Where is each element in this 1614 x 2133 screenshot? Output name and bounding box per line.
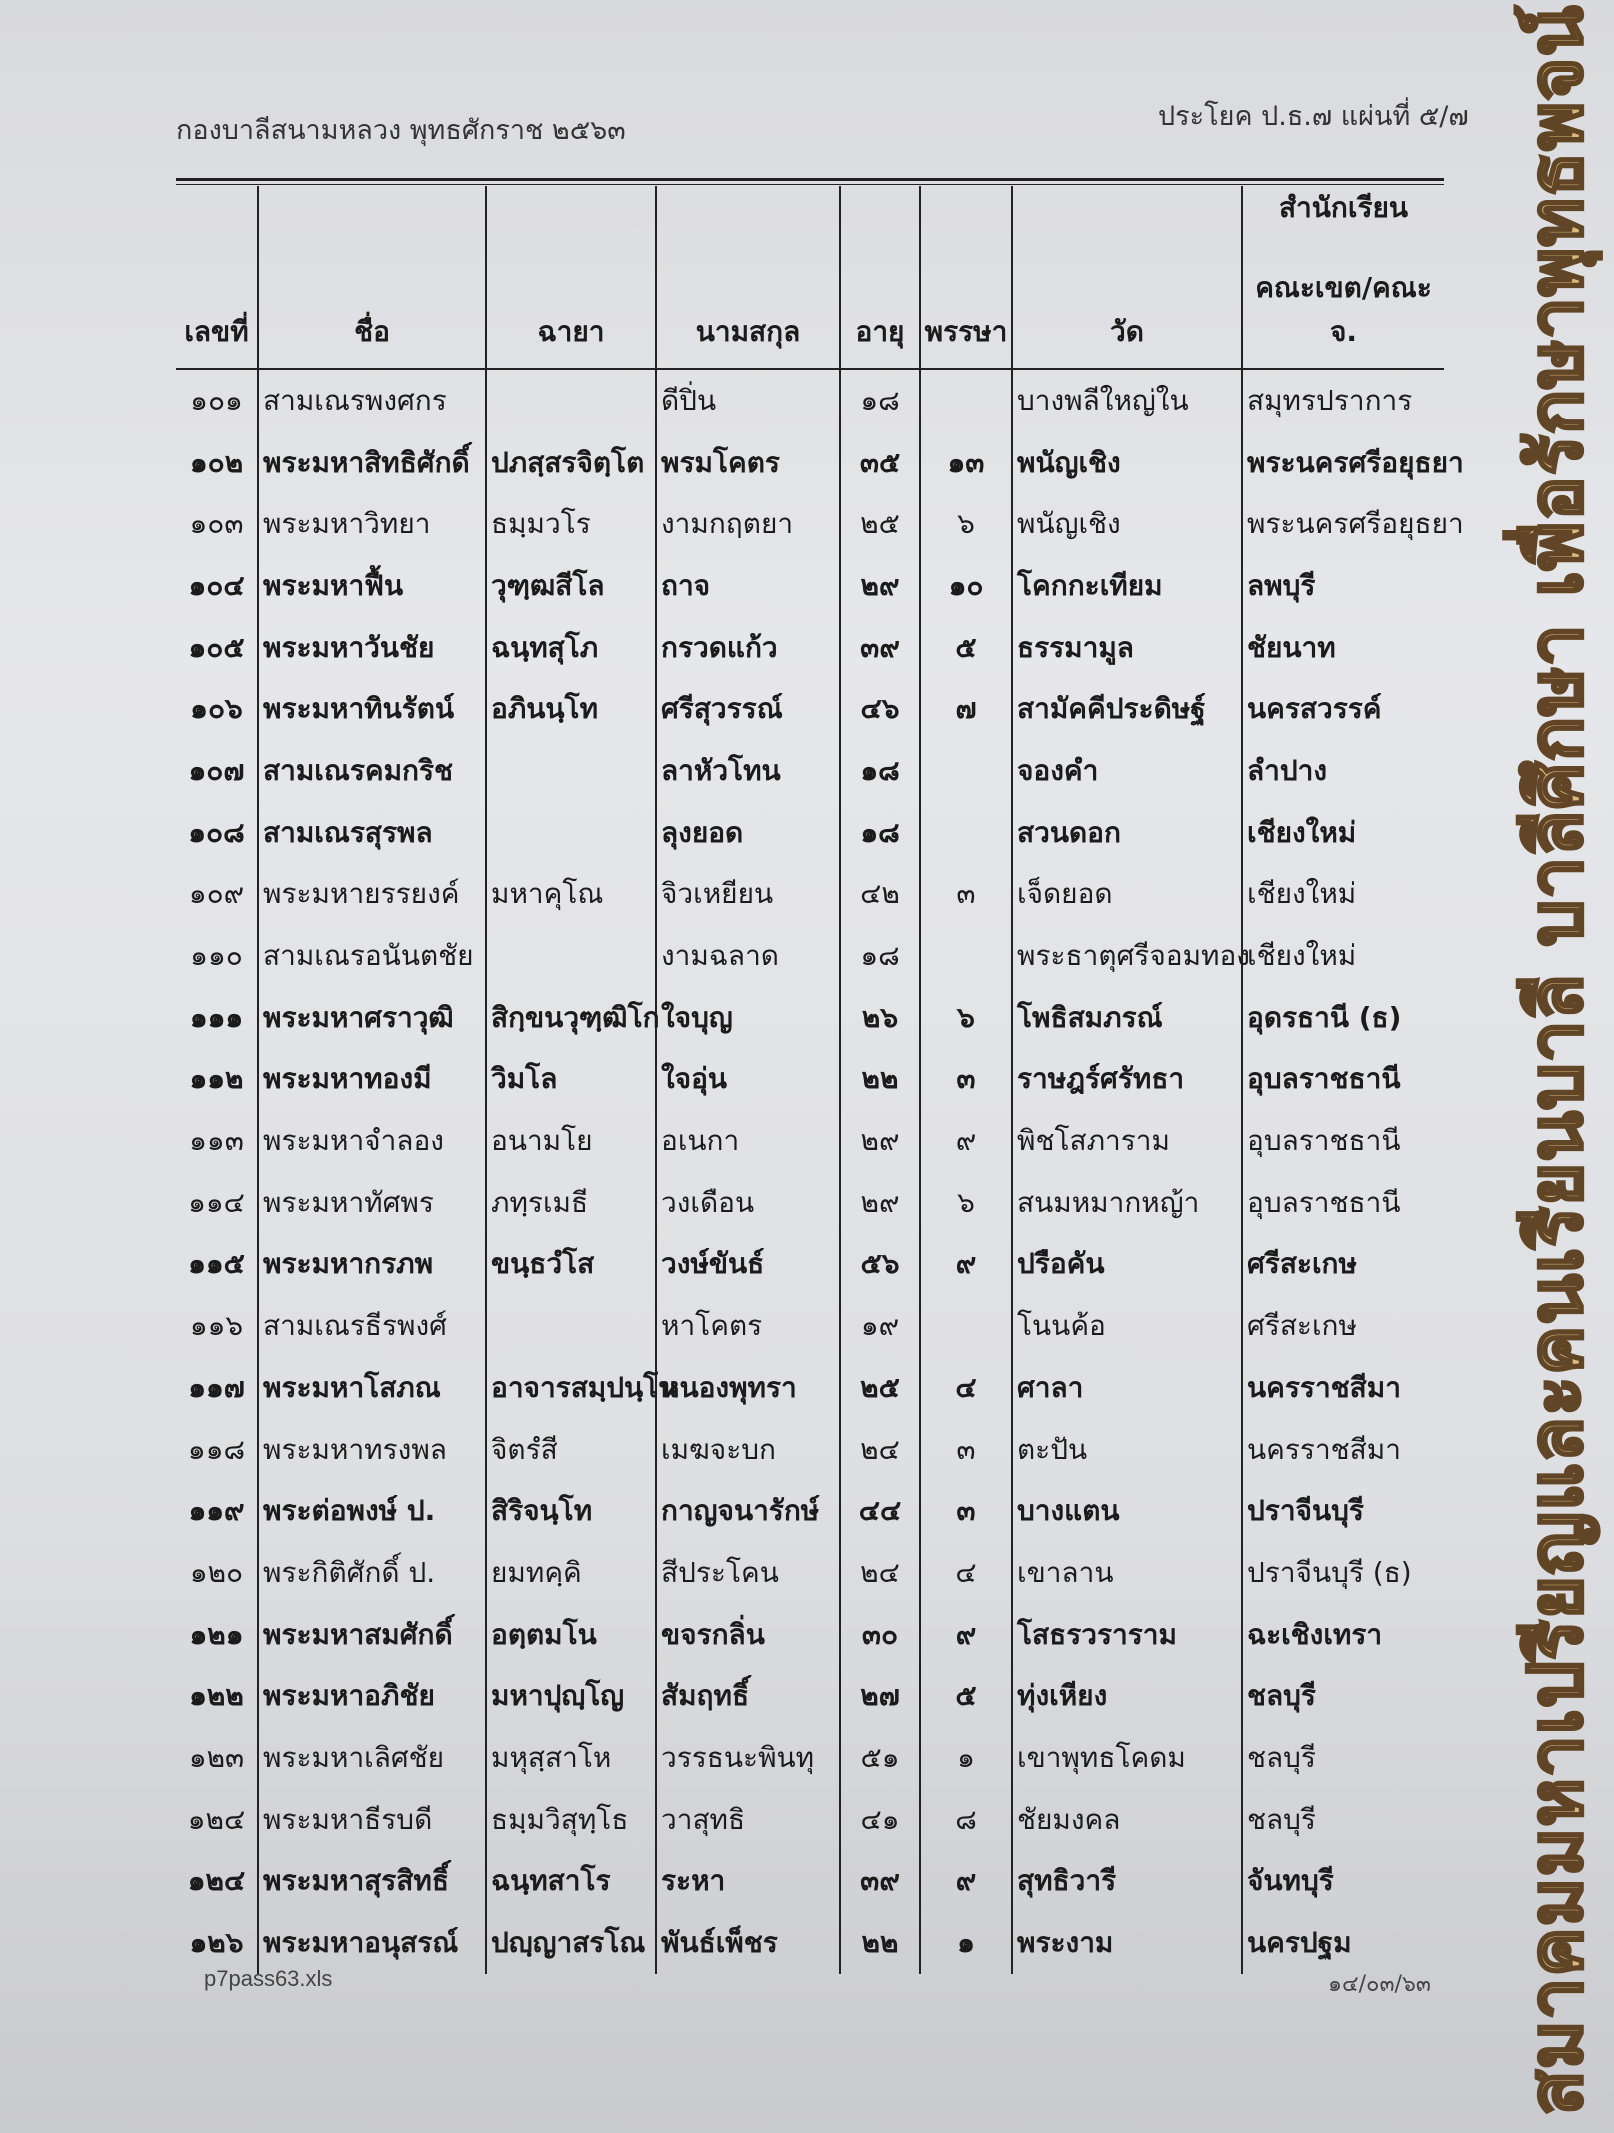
cell-no: ๑๒๓ (188, 1740, 245, 1774)
cell-vassa: ๔ (920, 1542, 1012, 1604)
cell-alias (486, 802, 656, 864)
cell-alias: อภินนฺโท (486, 678, 656, 740)
cell-school: สมุทรปราการ (1242, 369, 1444, 432)
col-header-school (1242, 186, 1444, 369)
cell-school: นครราชสีมา (1242, 1357, 1444, 1419)
cell-school: อุบลราชธานี (1242, 1110, 1444, 1172)
col-header-vassa: พรรษา (920, 186, 1012, 369)
cell-surname: พรมโคตร (656, 432, 840, 494)
cell-temple: พระธาตุศรีจอมทอง (1012, 925, 1242, 987)
cell-school: ชลบุรี (1242, 1789, 1444, 1851)
cell-name: พระมหาอนุสรณ์ (258, 1912, 486, 1974)
cell-vassa (920, 925, 1012, 987)
cell-surname: งามฉลาด (656, 925, 840, 987)
cell-surname: วงเดือน (656, 1172, 840, 1234)
cell-temple: สวนดอก (1012, 802, 1242, 864)
cell-vassa: ๔ (920, 1357, 1012, 1419)
cell-no: ๑๑๙ (188, 1494, 245, 1528)
cell-no: ๑๐๙ (188, 877, 245, 911)
cell-vassa: ๖ (920, 1172, 1012, 1234)
cell-name: พระมหาจำลอง (258, 1110, 486, 1172)
cell-no: ๑๑๗ (188, 1370, 245, 1404)
cell-temple: บางพลีใหญ่ใน (1012, 369, 1242, 432)
cell-alias (486, 925, 656, 987)
cell-surname: ใจบุญ (656, 987, 840, 1049)
cell-name: พระมหาอภิชัย (258, 1665, 486, 1727)
table-row (176, 1851, 1444, 1913)
cell-temple: เขาพุทธโคดม (1012, 1727, 1242, 1789)
cell-school: ฉะเชิงเทรา (1242, 1604, 1444, 1666)
cell-age: ๑๘ (840, 369, 920, 432)
cell-name: พระมหาฟื้น (258, 555, 486, 617)
cell-alias: ธมฺมวโร (486, 493, 656, 555)
cell-no: ๑๑๐ (190, 939, 243, 973)
cell-name: สามเณรคมกริช (258, 740, 486, 802)
cell-name: พระมหาเลิศชัย (258, 1727, 486, 1789)
cell-alias: ฉนฺทสาโร (486, 1851, 656, 1913)
cell-temple: พิชโสภาราม (1012, 1110, 1242, 1172)
table-row (176, 987, 1444, 1049)
table-row (176, 1912, 1444, 1974)
cell-age: ๑๘ (840, 802, 920, 864)
cell-surname: ดีปิ่น (656, 369, 840, 432)
cell-surname: อเนกา (656, 1110, 840, 1172)
cell-surname: กาญจนารักษ์ (656, 1480, 840, 1542)
cell-vassa: ๓ (920, 1049, 1012, 1111)
table-row (176, 555, 1444, 617)
cell-age: ๒๗ (840, 1665, 920, 1727)
cell-school: นครสวรรค์ (1242, 678, 1444, 740)
cell-no: ๑๐๒ (189, 445, 244, 479)
cell-alias (486, 1295, 656, 1357)
cell-no: ๑๑๒ (189, 1062, 244, 1096)
cell-temple: ธรรมามูล (1012, 617, 1242, 679)
cell-alias: ปภสฺสรจิตฺโต (486, 432, 656, 494)
cell-age: ๔๔ (840, 1480, 920, 1542)
cell-school: จันทบุรี (1242, 1851, 1444, 1913)
cell-alias: ภทฺรเมธี (486, 1172, 656, 1234)
cell-temple: สนมหมากหญ้า (1012, 1172, 1242, 1234)
cell-temple: โคกกะเทียม (1012, 555, 1242, 617)
cell-name: พระกิติศักดิ์ ป. (258, 1542, 486, 1604)
cell-temple: โพธิสมภรณ์ (1012, 987, 1242, 1049)
cell-alias: อาจารสมฺปนฺโน (486, 1357, 656, 1419)
cell-name: สามเณรสุรพล (258, 802, 486, 864)
cell-no: ๑๒๐ (189, 1555, 244, 1589)
cell-vassa (920, 740, 1012, 802)
table-row (176, 925, 1444, 987)
cell-no: ๑๒๒ (189, 1679, 244, 1713)
table-row (176, 1542, 1444, 1604)
cell-no: ๑๒๔ (187, 1802, 246, 1836)
table-row (176, 432, 1444, 494)
col-header-no: เลขที่ (176, 186, 258, 369)
table-row (176, 1295, 1444, 1357)
cell-temple: บางแตน (1012, 1480, 1242, 1542)
table-row (176, 1419, 1444, 1481)
cell-name: สามเณรอนันตชัย (258, 925, 486, 987)
cell-school: เชียงใหม่ (1242, 864, 1444, 926)
cell-name: พระมหาสุรสิทธิ์ (258, 1851, 486, 1913)
cell-no: ๑๐๔ (188, 568, 245, 602)
cell-age: ๓๐ (840, 1604, 920, 1666)
cell-age: ๑๘ (840, 740, 920, 802)
table-row (176, 617, 1444, 679)
cell-surname: ใจอุ่น (656, 1049, 840, 1111)
col-header-name: ชื่อ (258, 186, 486, 369)
cell-school: อุดรธานี (ธ) (1242, 987, 1444, 1049)
cell-temple: โนนค้อ (1012, 1295, 1242, 1357)
cell-name: พระมหาศราวุฒิ (258, 987, 486, 1049)
cell-name: พระมหากรภพ (258, 1234, 486, 1296)
cell-school: ปราจีนบุรี (1242, 1480, 1444, 1542)
cell-surname: ขจรกลิ่น (656, 1604, 840, 1666)
cell-surname: สัมฤทธิ์ (656, 1665, 840, 1727)
footer-date: ๑๔/๐๓/๖๓ (1328, 1972, 1431, 1997)
cell-name: พระมหาทรงพล (258, 1419, 486, 1481)
table-row (176, 1604, 1444, 1666)
cell-age: ๒๒ (840, 1912, 920, 1974)
cell-surname: เมฆจะบก (656, 1419, 840, 1481)
cell-no: ๑๑๕ (188, 1247, 245, 1281)
cell-alias: ธมฺมวิสุทฺโธ (486, 1789, 656, 1851)
cell-surname: วาสุทธิ (656, 1789, 840, 1851)
cell-surname: จิวเหยียน (656, 864, 840, 926)
cell-no: ๑๑๓ (189, 1124, 244, 1158)
cell-surname: ลุงยอด (656, 802, 840, 864)
cell-name: พระมหาโสภณ (258, 1357, 486, 1419)
col-header-surname: นามสกุล (656, 186, 840, 369)
cell-alias: สิกฺขนวุฑฺฒิโก (486, 987, 656, 1049)
cell-temple: พนัญเชิง (1012, 432, 1242, 494)
cell-name: พระต่อพงษ์ ป. (258, 1480, 486, 1542)
cell-vassa: ๖ (920, 987, 1012, 1049)
cell-name: พระมหาสมศักดิ์ (258, 1604, 486, 1666)
cell-surname: กรวดแก้ว (656, 617, 840, 679)
table-row (176, 1172, 1444, 1234)
cell-surname: หาโคตร (656, 1295, 840, 1357)
cell-alias: อตฺตมโน (486, 1604, 656, 1666)
cell-vassa: ๓ (920, 1480, 1012, 1542)
cell-age: ๕๖ (840, 1234, 920, 1296)
cell-name: พระมหาทัศพร (258, 1172, 486, 1234)
cell-alias (486, 740, 656, 802)
cell-age: ๒๙ (840, 555, 920, 617)
cell-vassa: ๕ (920, 1665, 1012, 1727)
cell-school: ปราจีนบุรี (ธ) (1242, 1542, 1444, 1604)
cell-school: ชลบุรี (1242, 1665, 1444, 1727)
cell-age: ๒๕ (840, 1357, 920, 1419)
cell-school: เชียงใหม่ (1242, 925, 1444, 987)
cell-vassa: ๘ (920, 1789, 1012, 1851)
cell-alias: วิมโล (486, 1049, 656, 1111)
header-left: กองบาลีสนามหลวง พุทธศักราช ๒๕๖๓ (176, 115, 626, 146)
cell-no: ๑๒๔ (187, 1864, 246, 1898)
cell-no: ๑๐๑ (190, 383, 243, 417)
cell-vassa: ๑๐ (920, 555, 1012, 617)
cell-surname: วรรธนะพินทุ (656, 1727, 840, 1789)
cell-vassa (920, 1295, 1012, 1357)
cell-alias: วุฑฺฒสีโล (486, 555, 656, 617)
cell-no: ๑๑๑ (189, 1000, 244, 1034)
table-row (176, 1789, 1444, 1851)
cell-age: ๒๙ (840, 1172, 920, 1234)
cell-no: ๑๐๖ (190, 692, 243, 726)
cell-temple: ตะปัน (1012, 1419, 1242, 1481)
cell-school: นครราชสีมา (1242, 1419, 1444, 1481)
header-rule-thin (176, 184, 1444, 185)
table-row (176, 1665, 1444, 1727)
table-row (176, 864, 1444, 926)
cell-surname: ระหา (656, 1851, 840, 1913)
cell-name: พระมหาทินรัตน์ (258, 678, 486, 740)
table-row (176, 1049, 1444, 1111)
cell-age: ๒๒ (840, 1049, 920, 1111)
cell-alias: ยมทคฺคิ (486, 1542, 656, 1604)
cell-school: อุบลราชธานี (1242, 1049, 1444, 1111)
cell-school: ชลบุรี (1242, 1727, 1444, 1789)
cell-age: ๒๔ (840, 1419, 920, 1481)
cell-vassa: ๓ (920, 864, 1012, 926)
table-row (176, 1727, 1444, 1789)
cell-age: ๓๕ (840, 432, 920, 494)
cell-temple: เจ็ดยอด (1012, 864, 1242, 926)
table-row (176, 802, 1444, 864)
cell-alias: มหุสฺสาโห (486, 1727, 656, 1789)
cell-surname: วงษ์ขันธ์ (656, 1234, 840, 1296)
cell-no: ๑๐๗ (188, 753, 245, 787)
cell-temple: สามัคคีประดิษฐ์ (1012, 678, 1242, 740)
cell-name: พระมหายรรยงค์ (258, 864, 486, 926)
cell-school: นครปฐม (1242, 1912, 1444, 1974)
header-right: ประโยค ป.ธ.๗ แผ่นที่ ๕/๗ (1158, 101, 1469, 132)
cell-temple: จองคำ (1012, 740, 1242, 802)
cell-alias: ฉนฺทสุโภ (486, 617, 656, 679)
cell-age: ๑๘ (840, 925, 920, 987)
cell-no: ๑๒๖ (189, 1926, 244, 1960)
cell-vassa: ๑ (920, 1727, 1012, 1789)
cell-school: พระนครศรีอยุธยา (1242, 493, 1444, 555)
cell-name: พระมหาธีรบดี (258, 1789, 486, 1851)
table-row (176, 678, 1444, 740)
cell-age: ๔๒ (840, 864, 920, 926)
cell-age: ๕๑ (840, 1727, 920, 1789)
cell-age: ๒๔ (840, 1542, 920, 1604)
cell-temple: ศาลา (1012, 1357, 1242, 1419)
table-row (176, 740, 1444, 802)
cell-school: อุบลราชธานี (1242, 1172, 1444, 1234)
table-header-row (176, 186, 1444, 369)
cell-no: ๑๐๓ (189, 507, 244, 541)
cell-surname: ศรีสุวรรณ์ (656, 678, 840, 740)
results-table (176, 186, 1464, 1974)
cell-no: ๑๒๑ (189, 1617, 244, 1651)
cell-surname: ลาหัวโทน (656, 740, 840, 802)
watermark-text: สมาคมมหาเปรียญและคนเรียนบาลี บาลีศึกษา เพื่อรักษาพุทธพจน์ (1513, 4, 1599, 2116)
cell-age: ๒๖ (840, 987, 920, 1049)
cell-temple: พระงาม (1012, 1912, 1242, 1974)
cell-vassa (920, 802, 1012, 864)
cell-school: ศรีสะเกษ (1242, 1295, 1444, 1357)
cell-alias: ปญฺญาสรโณ (486, 1912, 656, 1974)
cell-age: ๔๑ (840, 1789, 920, 1851)
cell-vassa: ๙ (920, 1851, 1012, 1913)
cell-name: พระมหาสิทธิศักดิ์ (258, 432, 486, 494)
cell-no: ๑๑๖ (189, 1309, 244, 1343)
cell-no: ๑๐๕ (188, 630, 245, 664)
cell-temple: โสธรวราราม (1012, 1604, 1242, 1666)
cell-temple: ราษฎร์ศรัทธา (1012, 1049, 1242, 1111)
cell-alias: มหาคุโณ (486, 864, 656, 926)
table-row (176, 369, 1444, 432)
cell-age: ๓๙ (840, 1851, 920, 1913)
table-row (176, 493, 1444, 555)
cell-vassa: ๓ (920, 1419, 1012, 1481)
cell-alias: มหาปุญฺโญ (486, 1665, 656, 1727)
cell-alias: จิตรํสี (486, 1419, 656, 1481)
cell-temple: ปรือคัน (1012, 1234, 1242, 1296)
header-rule (176, 178, 1444, 181)
cell-temple: ชัยมงคล (1012, 1789, 1242, 1851)
cell-alias: อนามโย (486, 1110, 656, 1172)
col-header-alias: ฉายา (486, 186, 656, 369)
cell-vassa: ๗ (920, 678, 1012, 740)
cell-school: ชัยนาท (1242, 617, 1444, 679)
table-row (176, 1357, 1444, 1419)
cell-no: ๑๑๔ (188, 1185, 245, 1219)
cell-school: เชียงใหม่ (1242, 802, 1444, 864)
cell-surname: ถาจ (656, 555, 840, 617)
cell-name: สามเณรธีรพงศ์ (258, 1295, 486, 1357)
cell-age: ๑๙ (840, 1295, 920, 1357)
table-body (176, 369, 1464, 1974)
table-row (176, 1110, 1444, 1172)
cell-temple: ทุ่งเหียง (1012, 1665, 1242, 1727)
col-header-school-bottom: คณะเขต/คณะ จ. (1255, 271, 1432, 348)
cell-school: ลำปาง (1242, 740, 1444, 802)
cell-alias (486, 369, 656, 432)
cell-vassa: ๕ (920, 617, 1012, 679)
cell-age: ๔๖ (840, 678, 920, 740)
cell-vassa: ๙ (920, 1234, 1012, 1296)
cell-surname: สีประโคน (656, 1542, 840, 1604)
cell-school: ศรีสะเกษ (1242, 1234, 1444, 1296)
cell-temple: พนัญเชิง (1012, 493, 1242, 555)
cell-temple: สุทธิวารี (1012, 1851, 1242, 1913)
cell-vassa (920, 369, 1012, 432)
cell-vassa: ๖ (920, 493, 1012, 555)
cell-no: ๑๐๘ (188, 815, 245, 849)
cell-age: ๒๕ (840, 493, 920, 555)
cell-alias: ขนฺธวํโส (486, 1234, 656, 1296)
cell-name: สามเณรพงศกร (258, 369, 486, 432)
cell-no: ๑๑๘ (187, 1432, 246, 1466)
cell-name: พระมหาวันชัย (258, 617, 486, 679)
cell-school: ลพบุรี (1242, 555, 1444, 617)
cell-vassa: ๙ (920, 1110, 1012, 1172)
cell-temple: เขาลาน (1012, 1542, 1242, 1604)
cell-name: พระมหาทองมี (258, 1049, 486, 1111)
table-row (176, 1480, 1444, 1542)
col-header-age: อายุ (840, 186, 920, 369)
cell-alias: สิริจนฺโท (486, 1480, 656, 1542)
col-header-temple: วัด (1012, 186, 1242, 369)
table-row (176, 1234, 1444, 1296)
cell-surname: หนองพุทรา (656, 1357, 840, 1419)
cell-vassa: ๙ (920, 1604, 1012, 1666)
cell-name: พระมหาวิทยา (258, 493, 486, 555)
cell-age: ๓๙ (840, 617, 920, 679)
cell-age: ๒๙ (840, 1110, 920, 1172)
col-header-school-top: สำนักเรียน (1278, 191, 1409, 224)
footer-filename: p7pass63.xls (204, 1966, 333, 1991)
cell-vassa: ๑ (920, 1912, 1012, 1974)
cell-school: พระนครศรีอยุธยา (1242, 432, 1444, 494)
cell-surname: งามกฤตยา (656, 493, 840, 555)
cell-surname: พันธ์เพ็ชร (656, 1912, 840, 1974)
cell-vassa: ๑๓ (920, 432, 1012, 494)
